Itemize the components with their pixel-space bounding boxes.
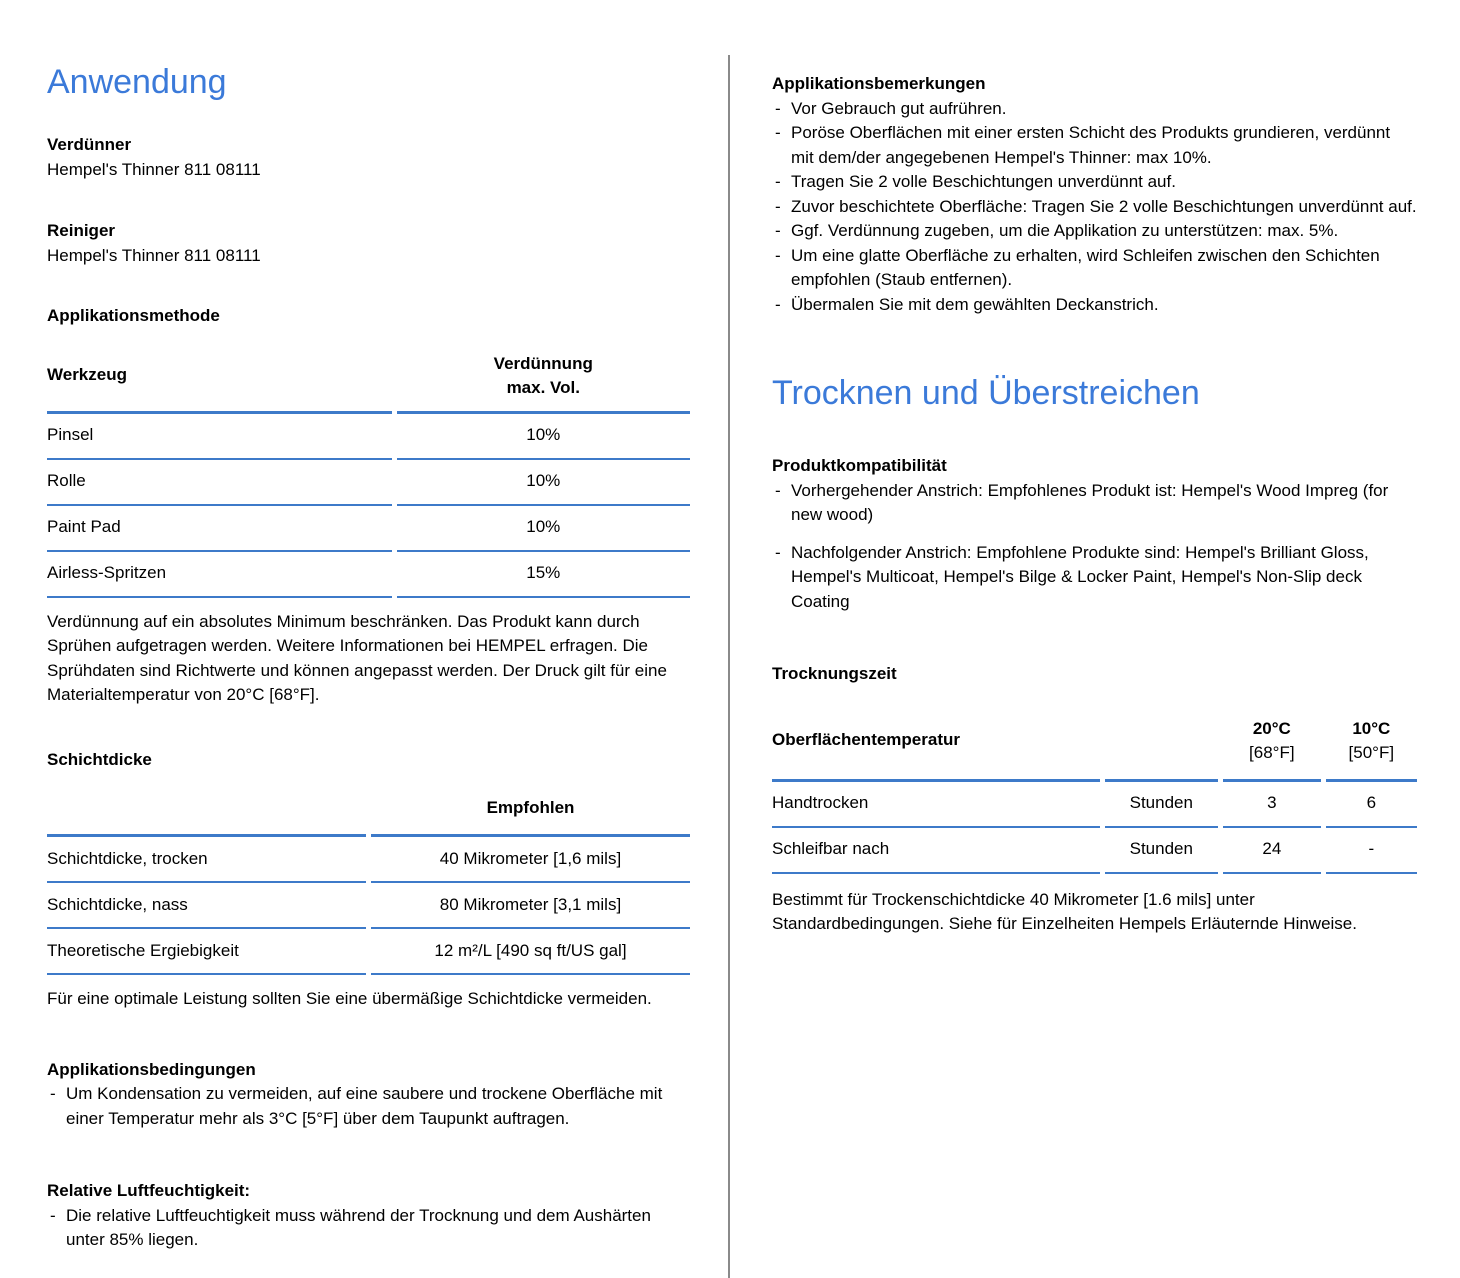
empty-header xyxy=(47,788,366,837)
table-header-row xyxy=(47,788,690,837)
label-cell: Schichtdicke, trocken xyxy=(47,837,366,883)
bullet-dash: - xyxy=(775,172,781,191)
trocknungszeit-heading: Trocknungszeit xyxy=(772,664,897,683)
table-row xyxy=(47,506,690,552)
label-cell: Theoretische Ergiebigkeit xyxy=(47,929,366,975)
bullet-item: - Tragen Sie 2 volle Beschichtungen unverdünnt auf. xyxy=(772,170,1417,195)
value-cell: 15% xyxy=(397,552,690,598)
bullet-item: - Zuvor beschichtete Oberfläche: Tragen Sie 2 volle Beschichtungen unverdünnt auf. xyxy=(772,195,1417,220)
trocknungszeit-note: Bestimmt für Trockenschichtdicke 40 Mikrometer [1.6 mils] unter Standardbedingungen. Siehe für Einzelheiten Hempels Erläuternde Hinweise. xyxy=(772,889,1357,933)
value-cell: 12 m²/L [490 sq ft/US gal] xyxy=(371,929,690,975)
table-row xyxy=(772,828,1417,874)
bullet-item: - Ggf. Verdünnung zugeben, um die Applikation zu unterstützen: max. 5%. xyxy=(772,219,1417,244)
bullet-item: - Vorhergehender Anstrich: Empfohlenes Produkt ist: Hempel's Wood Impreg (for new wood) xyxy=(772,479,1417,528)
bullet-dash: - xyxy=(775,294,781,314)
bullet-dash: - xyxy=(50,1084,56,1103)
unit-cell: Stunden xyxy=(1105,828,1218,874)
table-header-row xyxy=(772,709,1417,782)
value-20c-cell: 24 xyxy=(1223,828,1321,874)
bullet-item: - Um eine glatte Oberfläche zu erhalten, wird Schleifen zwischen den Schichten empfohlen (Staub entfernen). xyxy=(772,244,1417,293)
reiniger-label: Reiniger xyxy=(47,221,116,240)
table-row xyxy=(772,782,1417,828)
section-title-trocknen: Trocknen und Überstreichen xyxy=(772,374,1200,412)
verduenner-label: Verdünner xyxy=(47,135,132,154)
table-row xyxy=(47,837,690,883)
bullet-dash: - xyxy=(50,1205,56,1225)
column-divider xyxy=(728,55,730,1278)
label-cell: Schleifbar nach xyxy=(772,828,1100,874)
tool-cell: Airless-Spritzen xyxy=(47,552,392,598)
bullet-dash: - xyxy=(775,542,781,562)
bullet-item: - Übermalen Sie mit dem gewählten Deckanstrich. xyxy=(772,293,1417,318)
bullet-item: - Vor Gebrauch gut aufrühren. xyxy=(772,97,1417,122)
schichtdicke-note: Für eine optimale Leistung sollten Sie eine übermäßige Schichtdicke vermeiden. xyxy=(47,989,652,1008)
section-title-anwendung: Anwendung xyxy=(47,63,227,101)
table-row xyxy=(47,460,690,506)
bullet-item: - Poröse Oberflächen mit einer ersten Schicht des Produkts grundieren, verdünnt mit dem/der angegebenen Hempel's Thinner: max 10%. xyxy=(772,121,1417,170)
applikationsmethode-table xyxy=(42,347,695,598)
bullet-dash: - xyxy=(775,221,781,240)
luftfeuchtigkeit-heading: Relative Luftfeuchtigkeit: xyxy=(47,1181,251,1200)
value-cell: 10% xyxy=(397,414,690,460)
unit-cell: Stunden xyxy=(1105,782,1218,828)
table-row xyxy=(47,552,690,598)
produktkompatibilitaet-list xyxy=(772,479,1417,615)
table-row xyxy=(47,929,690,975)
verduenner-value: Hempel's Thinner 811 08111 xyxy=(47,159,261,179)
table-row xyxy=(47,883,690,929)
werkzeug-header: Werkzeug xyxy=(47,347,392,414)
verduennung-header: Verdünnung max. Vol. xyxy=(397,347,690,414)
reiniger-value: Hempel's Thinner 811 08111 xyxy=(47,245,261,265)
applikationsbemerkungen-list xyxy=(772,97,1417,318)
value-cell: 10% xyxy=(397,460,690,506)
value-10c-cell: - xyxy=(1326,828,1417,874)
applikationsmethode-note: Verdünnung auf ein absolutes Minimum beschränken. Das Produkt kann durch Sprühen aufgetragen werden. Weitere Informationen bei HEMPEL erfragen. Die Sprühdaten sind Richtwerte und können angepasst werden. Der Druck gilt für eine Materialtemperatur von 20°C [68°F]. xyxy=(47,611,667,704)
value-cell: 10% xyxy=(397,506,690,552)
label-cell: Handtrocken xyxy=(772,782,1100,828)
schichtdicke-table xyxy=(42,788,695,975)
applikationsbedingungen-list xyxy=(47,1082,690,1131)
label-cell: Schichtdicke, nass xyxy=(47,883,366,929)
empty-header xyxy=(1105,709,1218,782)
left-column xyxy=(47,0,690,1253)
temp-10c-header: 10°C [50°F] xyxy=(1326,709,1417,782)
bullet-dash: - xyxy=(775,196,781,216)
oberflaechentemperatur-header: Oberflächentemperatur xyxy=(772,709,1100,782)
value-cell: 80 Mikrometer [3,1 mils] xyxy=(371,883,690,929)
bullet-dash: - xyxy=(775,98,781,118)
bullet-item: - Um Kondensation zu vermeiden, auf eine saubere und trockene Oberfläche mit einer Temperatur mehr als 3°C [5°F] über dem Taupunkt auftragen. xyxy=(47,1082,690,1131)
bullet-item: - Nachfolgender Anstrich: Empfohlene Produkte sind: Hempel's Brilliant Gloss, Hempel's Multicoat, Hempel's Bilge & Locker Paint, Hempel's Non-Slip deck Coating xyxy=(772,541,1417,615)
reiniger-group xyxy=(47,219,690,268)
table-row xyxy=(47,414,690,460)
tool-cell: Rolle xyxy=(47,460,392,506)
produktkompatibilitaet-heading: Produktkompatibilität xyxy=(772,456,947,475)
empfohlen-header: Empfohlen xyxy=(371,788,690,837)
luftfeuchtigkeit-list xyxy=(47,1204,690,1253)
applikationsmethode-heading: Applikationsmethode xyxy=(47,306,220,325)
applikationsbedingungen-heading: Applikationsbedingungen xyxy=(47,1059,256,1079)
value-10c-cell: 6 xyxy=(1326,782,1417,828)
verduenner-group xyxy=(47,133,690,182)
value-cell: 40 Mikrometer [1,6 mils] xyxy=(371,837,690,883)
bullet-item: - Die relative Luftfeuchtigkeit muss während der Trocknung und dem Aushärten unter 85% liegen. xyxy=(47,1204,690,1253)
tool-cell: Paint Pad xyxy=(47,506,392,552)
bullet-dash: - xyxy=(775,480,781,500)
value-20c-cell: 3 xyxy=(1223,782,1321,828)
tool-cell: Pinsel xyxy=(47,414,392,460)
right-column xyxy=(772,0,1417,937)
temp-20c-header: 20°C [68°F] xyxy=(1223,709,1321,782)
bullet-dash: - xyxy=(775,245,781,265)
applikationsbemerkungen-heading: Applikationsbemerkungen xyxy=(772,74,986,93)
schichtdicke-heading: Schichtdicke xyxy=(47,749,152,769)
trocknungszeit-table xyxy=(767,709,1422,874)
bullet-dash: - xyxy=(775,123,781,142)
table-header-row xyxy=(47,347,690,414)
